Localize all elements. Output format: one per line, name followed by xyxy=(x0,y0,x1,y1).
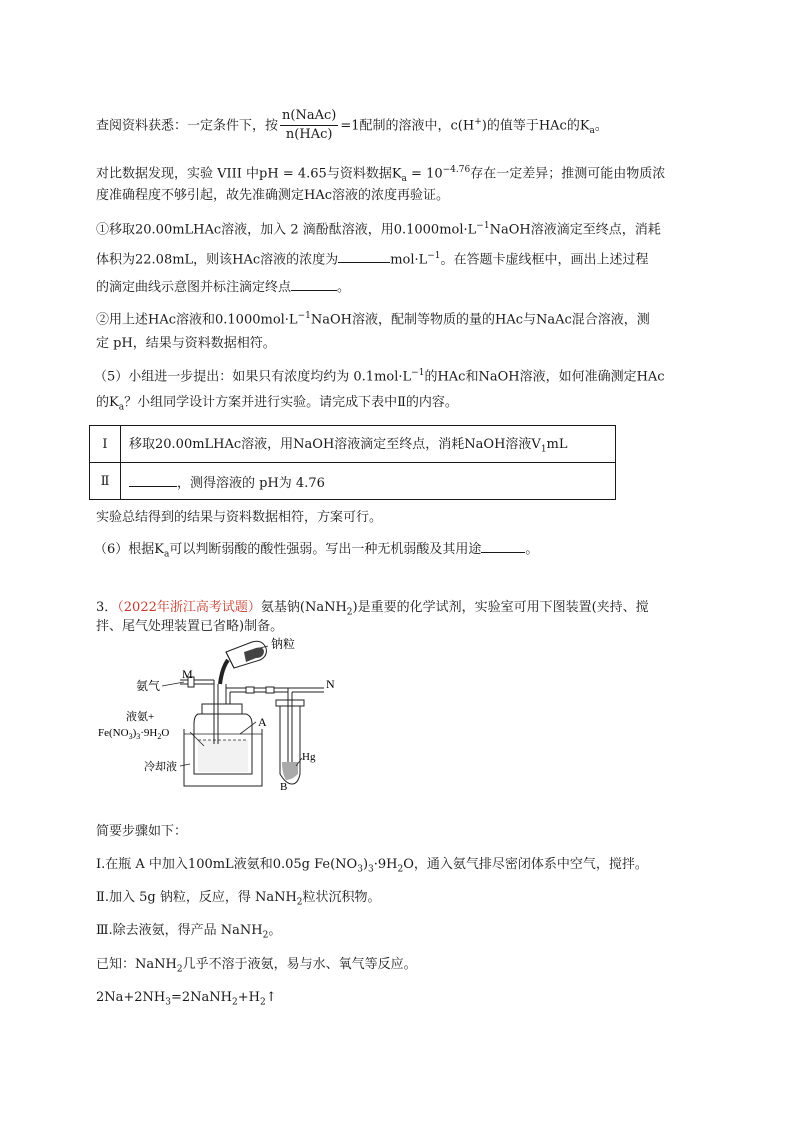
text: 已知：NaNH xyxy=(96,957,177,972)
sub: 2 xyxy=(232,997,238,1008)
text: )的值等于HAc的K xyxy=(481,118,590,134)
text: 对比数据发现，实验 VIII 中pH = 4.65与资料数据K xyxy=(96,166,402,182)
sup: −1 xyxy=(297,311,311,321)
sub: 2 xyxy=(260,997,266,1008)
text: （6）根据K xyxy=(94,542,164,557)
text: NaOH溶液滴定至终点，消耗 xyxy=(489,222,661,238)
procedure-table xyxy=(89,425,616,500)
bottle-a xyxy=(194,704,252,774)
text: 氨基钠( xyxy=(260,600,305,615)
text: ·9H xyxy=(373,857,398,872)
text: 查阅资料获悉：一定条件下，按 xyxy=(96,118,279,134)
text: 的HAc和NaOH溶液，如何准确测定HAc xyxy=(424,369,665,385)
question-5-line2 xyxy=(96,393,458,418)
label-b: B xyxy=(280,781,288,793)
sup: −1 xyxy=(476,221,490,231)
text: 。 xyxy=(525,542,539,557)
sodium-addition-flask xyxy=(220,641,266,684)
reaction-equation xyxy=(96,988,277,1013)
sub: 3 xyxy=(368,864,374,875)
question-6 xyxy=(94,538,538,565)
text: 可以判断弱酸的酸性强弱。写出一种无机弱酸及其用途 xyxy=(169,542,482,557)
sub: 2 xyxy=(296,897,303,908)
apparatus-diagram xyxy=(98,634,368,794)
sub: a xyxy=(163,549,170,560)
text: 的滴定曲线示意图并标注滴定终点 xyxy=(96,280,292,295)
paragraph-buffer-line2: 定 pH，结果与资料数据相符。 xyxy=(96,336,276,351)
paragraph-comparison-line1 xyxy=(96,160,665,189)
fraction-numerator: n(NaAc) xyxy=(280,107,338,126)
label-coolant: 冷却液 xyxy=(144,761,177,773)
sub: a xyxy=(589,125,595,136)
text: = 10 xyxy=(406,166,443,182)
text: )是重要的化学试剂，实验室可用下图装置(夹持、搅 xyxy=(352,600,649,615)
text: mL xyxy=(546,437,568,453)
step-1 xyxy=(96,855,648,880)
text: 几乎不溶于液氨，易与水、氧气等反应。 xyxy=(182,957,417,972)
label-m: M xyxy=(182,667,193,681)
label-liquid-ammonia: 液氨+ xyxy=(126,711,155,723)
text: ①移取20.00mLHAc溶液，加入 2 滴酚酞溶液，用0.1000mol·L xyxy=(96,222,477,238)
paragraph-titration-line2 xyxy=(96,246,649,270)
fraction-denominator: n(HAc) xyxy=(285,127,333,143)
label-sodium: 钠粒 xyxy=(271,637,296,651)
sup: −1 xyxy=(427,251,441,261)
text: 。 xyxy=(337,280,351,295)
table-row xyxy=(90,426,616,463)
mole-ratio-fraction xyxy=(280,107,338,144)
question-number: 3． xyxy=(96,600,118,615)
sub: 1 xyxy=(540,444,547,455)
label-n: N xyxy=(326,677,335,691)
row-index: Ⅱ xyxy=(90,463,121,500)
row-content xyxy=(121,426,616,463)
gas-arrow-icon: ↑ xyxy=(265,990,277,1005)
row-index: Ⅰ xyxy=(90,426,121,463)
text: mol·L xyxy=(390,252,428,268)
paragraph-buffer-line1 xyxy=(96,306,650,330)
text: ，测得溶液的 pH为 4.76 xyxy=(177,475,325,491)
answer-blank[interactable] xyxy=(129,472,177,487)
text: 移取20.00mLHAc溶液，用NaOH溶液滴定至终点，消耗NaOH溶液V xyxy=(129,437,541,453)
text: NaOH溶液，配制等物质的量的HAc与NaAc混合溶液，测 xyxy=(310,312,650,328)
sub: 2 xyxy=(346,607,353,618)
table-row xyxy=(90,463,616,500)
text: 2Na+2NH xyxy=(96,990,166,1005)
paragraph-comparison-line2: 度准确程度不够引起，故先准确测定HAc溶液的浓度再验证。 xyxy=(96,188,450,203)
text: 。在答题卡虚线框中，画出上述过程 xyxy=(440,252,649,268)
paragraph-titration-line1 xyxy=(96,216,661,240)
sub: 3 xyxy=(357,864,363,875)
conclusion-text: 实验总结得到的结果与资料数据相符，方案可行。 xyxy=(96,510,383,525)
paragraph-ka-definition xyxy=(96,104,608,149)
text: NaNH xyxy=(304,600,347,615)
known-info xyxy=(96,955,417,980)
text: 存在一定差异；推测可能由物质浓 xyxy=(470,166,666,182)
text: c(H xyxy=(450,118,475,134)
text: Ⅰ.在瓶 A 中加入100mL液氨和0.05g Fe xyxy=(96,857,331,872)
text: （5）小组进一步提出：如果只有浓度均约为 0.1mol·L xyxy=(94,369,412,385)
text: ) xyxy=(362,857,369,872)
step-2 xyxy=(96,888,381,913)
text: 粒状沉积物。 xyxy=(302,890,381,905)
label-iron-nitrate: $Fe(NO_3)_3\cdot 9H_2O$ xyxy=(98,727,170,741)
step-3 xyxy=(96,921,281,946)
steps-title: 简要步骤如下： xyxy=(96,824,188,839)
sub: 2 xyxy=(262,930,269,941)
text: 的K xyxy=(96,395,119,410)
paragraph-titration-line3 xyxy=(96,276,350,298)
label-a: A xyxy=(258,715,267,729)
sub: 2 xyxy=(397,864,404,875)
text: O，通入氨气排尽密闭体系中空气，搅拌。 xyxy=(403,857,648,872)
row-content xyxy=(121,463,616,500)
sub: a xyxy=(401,173,407,184)
text: ？小组同学设计方案并进行实验。请完成下表中Ⅱ的内容。 xyxy=(124,395,458,410)
answer-blank[interactable] xyxy=(481,538,525,553)
text: Ⅱ.加入 5g 钠粒，反应，得 NaNH xyxy=(96,890,297,905)
question-source: （2022年浙江高考试题） xyxy=(117,600,261,615)
text: 。 xyxy=(594,118,608,134)
text: ②用上述HAc溶液和0.1000mol·L xyxy=(96,312,298,328)
sup: −4.76 xyxy=(442,165,471,175)
text: Ⅲ.除去液氨，得产品 NaNH xyxy=(96,923,263,938)
text: 。 xyxy=(268,923,282,938)
question-3-line2: 拌、尾气处理装置已省略)制备。 xyxy=(96,619,284,634)
sub: 2 xyxy=(176,964,183,975)
label-ammonia: 氨气 xyxy=(136,679,161,693)
answer-blank[interactable] xyxy=(338,248,390,263)
text: 体积为22.08mL，则该HAc溶液的浓度为 xyxy=(96,252,339,268)
answer-blank[interactable] xyxy=(291,276,337,291)
sub: a xyxy=(118,402,125,413)
text: =2NaNH xyxy=(171,990,233,1005)
text: =1配制的溶液中， xyxy=(340,118,451,134)
sup: −1 xyxy=(411,368,425,378)
label-hg: Hg xyxy=(302,751,316,763)
text: +H xyxy=(237,990,260,1005)
text: (NO xyxy=(330,857,358,872)
question-5-line1 xyxy=(94,363,665,387)
sub: 3 xyxy=(165,997,172,1008)
sup: + xyxy=(474,117,482,127)
